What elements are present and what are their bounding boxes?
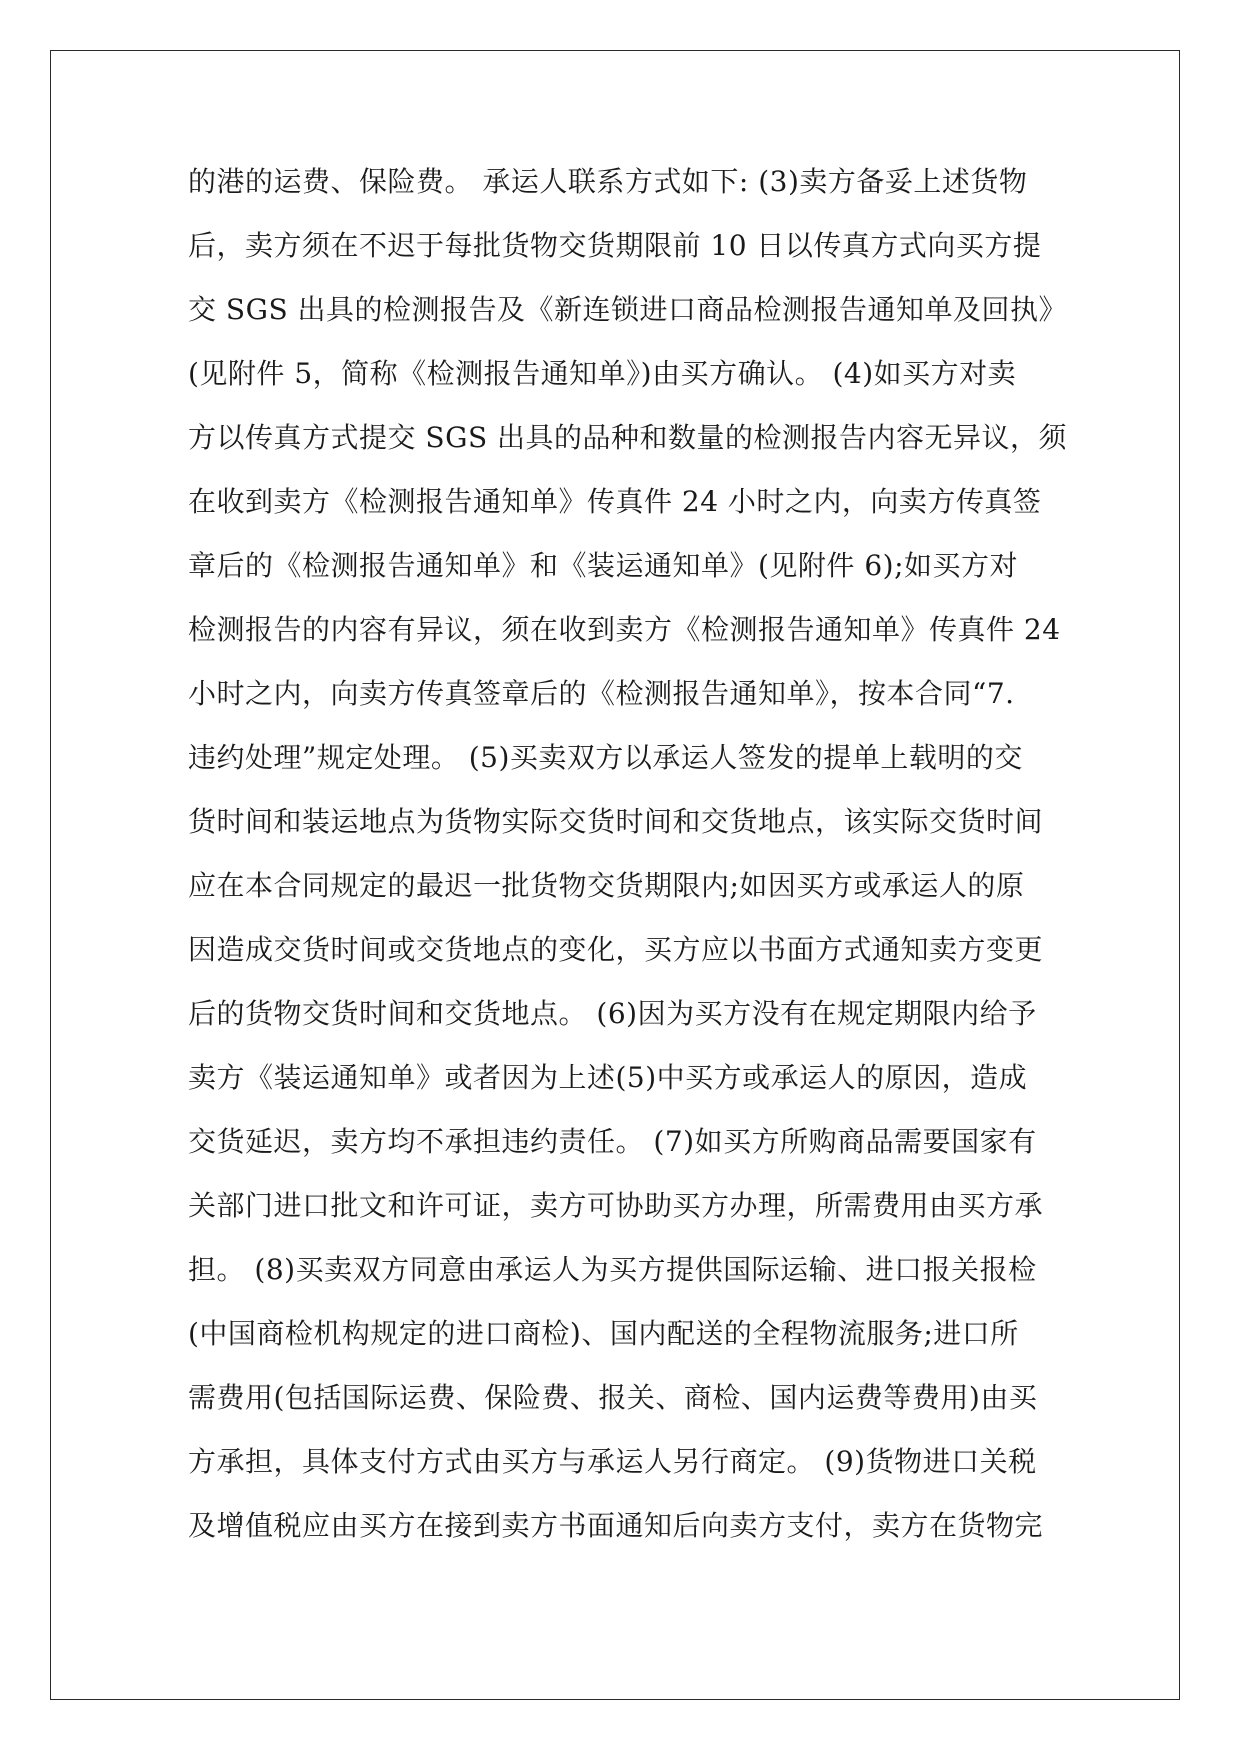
text-line: 因造成交货时间或交货地点的变化，买方应以书面方式通知卖方变更 (188, 933, 1044, 966)
text-line: 交货延迟，卖方均不承担违约责任。 (7)如买方所购商品需要国家有 (188, 1125, 1037, 1158)
text-line: 的港的运费、保险费。 承运人联系方式如下: (3)卖方备妥上述货物 (188, 165, 1028, 198)
text-line: 关部门进口批文和许可证，卖方可协助买方办理，所需费用由买方承 (188, 1189, 1044, 1222)
text-line: 检测报告的内容有异议，须在收到卖方《检测报告通知单》传真件 24 (188, 613, 1061, 646)
text-line: 担。 (8)买卖双方同意由承运人为买方提供国际运输、进口报关报检 (188, 1253, 1037, 1286)
text-line: 小时之内，向卖方传真签章后的《检测报告通知单》，按本合同“7. (188, 677, 1015, 710)
text-line: 方承担，具体支付方式由买方与承运人另行商定。 (9)货物进口关税 (188, 1445, 1037, 1478)
text-line: 交 SGS 出具的检测报告及《新连锁进口商品检测报告通知单及回执》 (188, 293, 1068, 326)
text-line: 需费用(包括国际运费、保险费、报关、商检、国内运费等费用)由买 (188, 1381, 1038, 1414)
text-line: 应在本合同规定的最迟一批货物交货期限内;如因买方或承运人的原 (188, 869, 1025, 902)
text-line: 货时间和装运地点为货物实际交货时间和交货地点，该实际交货时间 (188, 805, 1044, 838)
text-line: 违约处理”规定处理。 (5)买卖双方以承运人签发的提单上载明的交 (188, 741, 1023, 774)
text-line: 方以传真方式提交 SGS 出具的品种和数量的检测报告内容无异议，须 (188, 421, 1068, 454)
text-line: 在收到卖方《检测报告通知单》传真件 24 小时之内，向卖方传真签 (188, 485, 1042, 518)
text-line: 章后的《检测报告通知单》和《装运通知单》(见附件 6);如买方对 (188, 549, 1018, 582)
text-line: 后，卖方须在不迟于每批货物交货期限前 10 日以传真方式向买方提 (188, 229, 1042, 262)
text-line: (中国商检机构规定的进口商检)、国内配送的全程物流服务;进口所 (188, 1317, 1019, 1350)
text-line: 及增值税应由买方在接到卖方书面通知后向卖方支付，卖方在货物完 (188, 1509, 1044, 1542)
text-line: 卖方《装运通知单》或者因为上述(5)中买方或承运人的原因，造成 (188, 1061, 1028, 1094)
document-body (188, 160, 1068, 1568)
text-line: 后的货物交货时间和交货地点。 (6)因为买方没有在规定期限内给予 (188, 997, 1037, 1030)
text-line: (见附件 5，简称《检测报告通知单》)由买方确认。 (4)如买方对卖 (188, 357, 1017, 390)
